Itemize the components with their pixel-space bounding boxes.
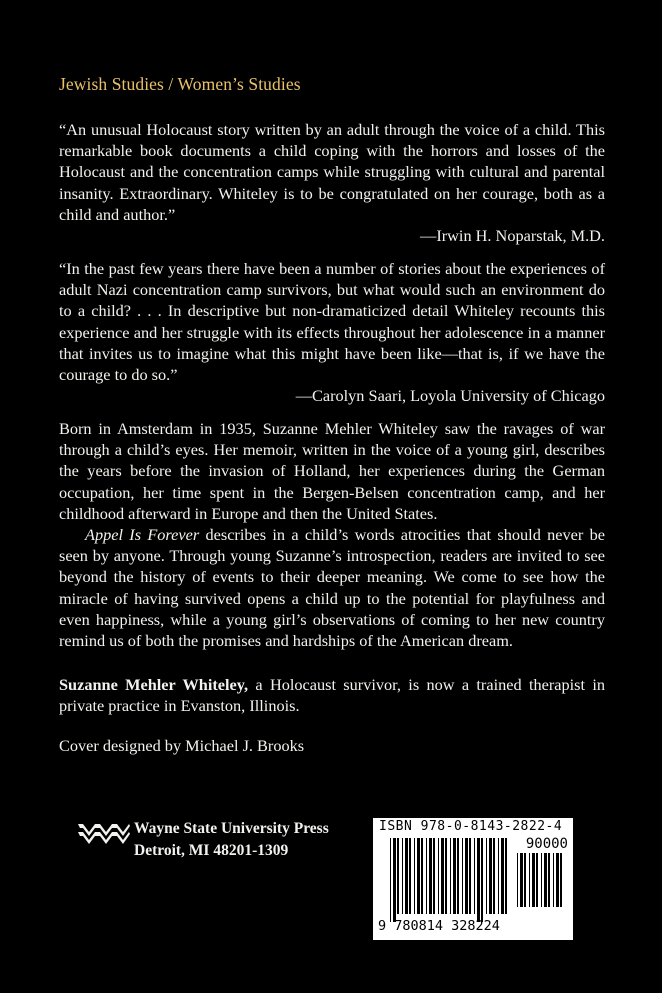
barcode-bar	[445, 838, 447, 914]
book-title: Appel Is Forever	[85, 525, 200, 545]
barcode-bar	[433, 838, 435, 914]
review-quote-2	[59, 258, 605, 406]
barcode-bar	[469, 838, 471, 914]
barcode-bar	[544, 853, 547, 907]
barcode-bar	[524, 853, 526, 907]
publisher-block	[78, 818, 329, 862]
barcode-bar	[541, 853, 542, 907]
barcode-bar	[481, 838, 483, 922]
barcode-bar	[390, 838, 391, 922]
barcode-bar	[429, 838, 432, 914]
description-paragraph	[59, 524, 605, 651]
barcode-bar	[393, 838, 396, 922]
quote-text: “An unusual Holocaust story written by an adult through the voice of a child. This remarkable book documents a child coping with the horrors and losses of the Holocaust and the concentration camps while struggling with cultural and parental insanity. Extraordinary. Whiteley is to be congratulated on her courage, both as a child and author.”	[59, 120, 605, 224]
barcode-bar	[453, 838, 456, 914]
barcode-bar	[556, 853, 559, 907]
barcode-bar	[421, 838, 423, 914]
barcode-bar	[462, 838, 463, 914]
barcode-bar	[501, 838, 504, 914]
bio-text: a Holocaust survivor, is now a trained therapist in private practice in Evanston, Illinois.	[59, 675, 605, 716]
barcode-bar	[493, 838, 495, 914]
barcode-bar	[548, 853, 550, 907]
barcode-bar	[409, 838, 411, 914]
barcode-bar	[417, 838, 420, 914]
isbn-barcode	[373, 818, 573, 940]
isbn-text: ISBN 978-0-8143-2822-4	[379, 819, 563, 834]
barcode-bar	[560, 853, 562, 907]
barcode-bar	[517, 853, 518, 907]
review-quote-1	[59, 119, 605, 246]
price-code: 90000	[525, 836, 568, 852]
barcode-bar	[397, 838, 399, 914]
author-bio	[59, 674, 605, 716]
barcode-bar	[553, 853, 554, 907]
barcode-bar	[474, 838, 475, 914]
barcode-bar	[477, 838, 480, 922]
barcode-bar	[536, 853, 538, 907]
addon-barcode-bars	[517, 853, 567, 915]
barcode-bar	[532, 853, 535, 907]
barcode-bar	[450, 838, 451, 914]
cover-credit-text: Cover designed by Michael J. Brooks	[59, 736, 305, 755]
barcode-bar	[405, 838, 408, 914]
barcode-bar	[489, 838, 492, 914]
barcode-bar	[465, 838, 468, 914]
publisher-address: Detroit, MI 48201-1309	[134, 842, 289, 859]
description-paragraph: Born in Amsterdam in 1935, Suzanne Mehler Whiteley saw the ravages of war through a child’s eyes. Her memoir, written in the voice of a young girl, describes the years before the invasion of Holland, her experiences during the German occupation, her time spent in the Bergen-Belsen concentration camp, and her childhood afterward in Europe and then the United States.	[59, 419, 605, 523]
description-text: describes in a child’s words atrocities that should never be seen by anyone. Through young Suzanne’s introspection, readers are invited to see beyond the history of events to their deeper meaning. We come to see how the miracle of having survived opens a child up to the potential for playfulness and even happiness, while a young girl’s observations of coming to her new country remind us of both the promises and hardships of the American dream.	[59, 525, 605, 651]
barcode-bar	[486, 838, 487, 914]
barcode-bar	[441, 838, 444, 914]
cover-credit	[59, 735, 605, 756]
publisher-logo-icon	[78, 820, 130, 844]
quote-attribution: —Carolyn Saari, Loyola University of Chicago	[295, 386, 605, 406]
book-description	[59, 418, 605, 651]
quote-attribution: —Irwin H. Noparstak, M.D.	[420, 226, 605, 246]
ean-barcode-bars	[390, 838, 510, 922]
quote-text: “In the past few years there have been a number of stories about the experiences of adult Nazi concentration camp survivors, but what would such an environment do to a child? . . . In descriptive but non-dramaticized detail Whiteley recounts this experience and her struggle with its effects throughout her adolescence in a manner that invites us to imagine what this might have been like—that is, if we have the courage to do so.”	[59, 259, 605, 385]
barcode-bar	[457, 838, 459, 914]
barcode-bar	[505, 838, 507, 914]
barcode-bar	[402, 838, 403, 914]
barcode-bar	[426, 838, 427, 914]
barcode-bar	[498, 838, 499, 914]
author-name: Suzanne Mehler Whiteley,	[59, 675, 249, 694]
barcode-bar	[438, 838, 439, 914]
barcode-bar	[414, 838, 415, 914]
publisher-name: Wayne State University Press	[134, 820, 329, 837]
ean-number: 9 780814 328224	[378, 918, 500, 934]
barcode-bar	[529, 853, 530, 907]
category-label: Jewish Studies / Women’s Studies	[59, 74, 301, 94]
barcode-bar	[520, 853, 523, 907]
